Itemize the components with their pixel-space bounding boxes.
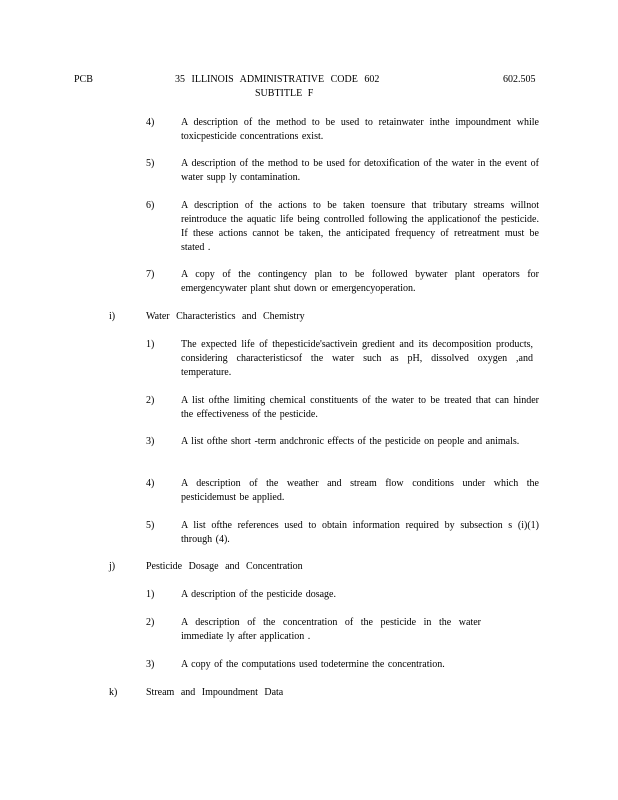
item-text: A description of the actions to be taken toensure that tributary streams willnot reintroduce the aquatic life being controlled following the applicationof the pesticide. If these actions cannot be taken, the anticipated frequency of retreatment must be stated . xyxy=(181,200,539,253)
item-text: A description of the weather and stream flow conditions under which the pesticidemust be applied. xyxy=(181,478,539,503)
section-heading: Stream and Impoundment Data xyxy=(146,687,284,698)
item-number: 3) xyxy=(146,436,155,447)
item-number: 1) xyxy=(146,339,155,350)
header-left: PCB xyxy=(74,74,93,85)
item-text: A list ofthe references used to obtain information required by subsection s (i)(1) through (4). xyxy=(181,520,539,545)
section-letter: k) xyxy=(109,687,118,698)
section-heading: Pesticide Dosage and Concentration xyxy=(146,561,303,572)
item-number: 2) xyxy=(146,617,155,628)
item-text: A copy of the contingency plan to be followed bywater plant operators for emergencywater plant shut down or emergencyoperation. xyxy=(181,269,539,294)
item-number: 5) xyxy=(146,158,155,169)
item-text: A description of the method to be used to retainwater inthe impoundment while toxicpesticide concentrations exist. xyxy=(181,117,539,142)
item-text: A description of the concentration of the pesticide in the water immediate ly after application . xyxy=(181,617,481,642)
section-letter: i) xyxy=(109,311,116,322)
section-heading: Water Characteristics and Chemistry xyxy=(146,311,305,322)
header-section-number: 602.505 xyxy=(503,74,536,85)
item-text: A copy of the computations used todetermine the concentration. xyxy=(181,659,445,670)
item-text: A description of the pesticide dosage. xyxy=(181,589,336,600)
item-number: 1) xyxy=(146,589,155,600)
item-number: 4) xyxy=(146,117,155,128)
item-number: 6) xyxy=(146,200,155,211)
item-number: 4) xyxy=(146,478,155,489)
item-number: 7) xyxy=(146,269,155,280)
item-text: A list ofthe short -term andchronic effects of the pesticide on people and animals. xyxy=(181,436,520,447)
section-letter: j) xyxy=(109,561,116,572)
item-number: 2) xyxy=(146,395,155,406)
header-title-line2: SUBTITLE F xyxy=(255,88,314,99)
item-text: The expected life of thepesticide'sactivein gredient and its decomposition products, considering characteristicsof the water such as pH, dissolved oxygen ,and temperature. xyxy=(181,339,533,378)
item-text: A list ofthe limiting chemical constituents of the water to be treated that can hinder the effectiveness of the pesticide. xyxy=(181,395,539,420)
item-number: 5) xyxy=(146,520,155,531)
header-title-line1: 35 ILLINOIS ADMINISTRATIVE CODE 602 xyxy=(175,74,380,85)
item-number: 3) xyxy=(146,659,155,670)
item-text: A description of the method to be used for detoxification of the water in the event of water supp ly contamination. xyxy=(181,158,539,183)
